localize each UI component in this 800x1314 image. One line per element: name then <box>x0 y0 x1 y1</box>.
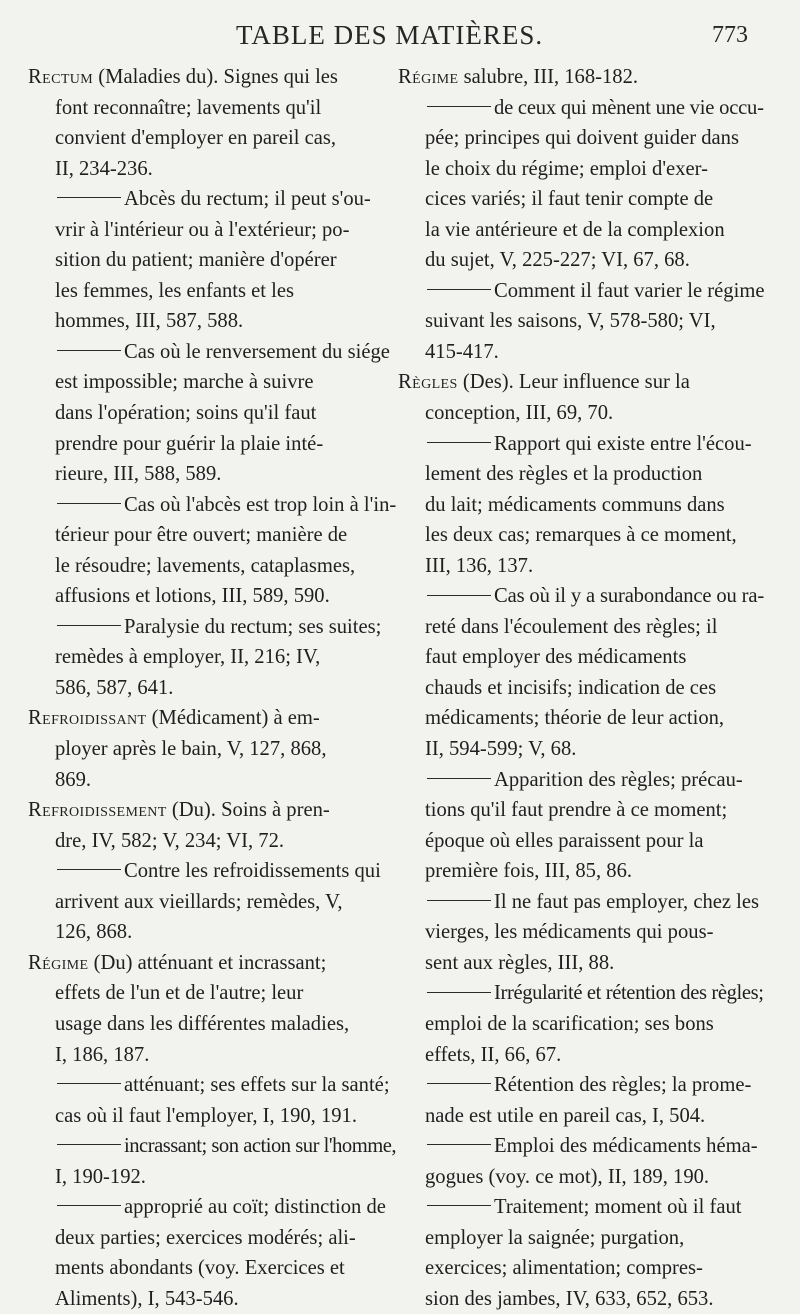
index-column-right <box>398 62 764 1314</box>
running-title: TABLE DES MATIÈRES. <box>236 20 544 50</box>
entry-text: première fois, III, 85, 86. <box>425 860 633 883</box>
entry-text: térieur pour être ouvert; manière de <box>55 524 348 547</box>
subentry-dash <box>427 1205 491 1206</box>
entry-text: ployer après le bain, V, 127, 868, <box>55 738 327 761</box>
index-subentry <box>398 581 764 612</box>
entry-text: prendre pour guérir la plaie inté- <box>55 432 324 455</box>
entry-text: tions qu'il faut prendre à ce moment; <box>425 799 728 822</box>
index-subentry <box>28 612 396 643</box>
entry-text: est impossible; marche à suivre <box>55 371 314 394</box>
index-subentry <box>398 93 764 124</box>
entry-text: (Des). Leur influence sur la <box>457 371 690 394</box>
index-continuation-line <box>398 948 764 979</box>
index-continuation-line <box>398 1009 764 1040</box>
entry-text: cas où il faut l'employer, I, 190, 191. <box>55 1104 357 1127</box>
index-continuation-line <box>28 429 396 460</box>
index-continuation-line <box>398 337 764 368</box>
index-continuation-line <box>398 703 764 734</box>
index-subentry <box>398 978 764 1009</box>
index-entry-heading <box>28 62 396 93</box>
entry-text: 415-417. <box>425 340 499 363</box>
entry-text: de ceux qui mènent une vie occu- <box>494 96 764 119</box>
entry-text: (Du). Soins à pren- <box>166 799 330 822</box>
index-subentry <box>398 276 764 307</box>
entry-text: I, 190-192. <box>55 1165 146 1188</box>
page-header <box>0 18 800 58</box>
entry-text: le choix du régime; emploi d'exer- <box>425 157 708 180</box>
subentry-dash <box>427 992 491 993</box>
entry-text: II, 234-236. <box>55 157 153 180</box>
index-continuation-line <box>398 123 764 154</box>
index-subentry <box>28 1070 396 1101</box>
index-entry-heading <box>398 62 764 93</box>
index-continuation-line <box>28 367 396 398</box>
subentry-dash <box>57 869 121 870</box>
index-subentry <box>28 1192 396 1223</box>
entry-text: effets, II, 66, 67. <box>425 1043 562 1066</box>
entry-term: Règles <box>398 371 458 394</box>
index-continuation-line <box>28 1101 396 1132</box>
entry-text: gogues (voy. ce mot), II, 189, 190. <box>425 1165 710 1188</box>
entry-text: 869. <box>55 768 92 791</box>
index-continuation-line <box>28 1284 396 1314</box>
index-subentry <box>398 1131 764 1162</box>
index-entry-heading <box>28 948 396 979</box>
index-continuation-line <box>398 490 764 521</box>
index-continuation-line <box>28 93 396 124</box>
entry-text: sion des jambes, IV, 633, 652, 653. <box>425 1287 714 1310</box>
index-subentry <box>28 490 396 521</box>
index-continuation-line <box>28 1223 396 1254</box>
subentry-dash <box>427 595 491 596</box>
entry-text: lement des règles et la production <box>425 463 703 486</box>
subentry-dash <box>57 503 121 504</box>
entry-text: chauds et incisifs; indication de ces <box>425 676 717 699</box>
index-subentry <box>28 184 396 215</box>
entry-text: Emploi des médicaments héma- <box>494 1135 758 1158</box>
index-continuation-line <box>28 1009 396 1040</box>
index-continuation-line <box>398 520 764 551</box>
index-continuation-line <box>398 1040 764 1071</box>
entry-term: Rectum <box>28 66 94 88</box>
entry-text: usage dans les différentes maladies, <box>55 1012 350 1035</box>
entry-text: (Maladies du). Signes qui les <box>93 66 338 88</box>
entry-text: reté dans l'écoulement des règles; il <box>425 615 718 638</box>
index-continuation-line <box>398 551 764 582</box>
entry-text: conception, III, 69, 70. <box>425 402 614 425</box>
page-number: 773 <box>712 22 748 48</box>
entry-text: Cas où l'abcès est trop loin à l'in- <box>124 493 397 516</box>
entry-text: Rétention des règles; la prome- <box>494 1074 752 1097</box>
index-continuation-line <box>398 459 764 490</box>
index-continuation-line <box>28 826 396 857</box>
index-continuation-line <box>398 826 764 857</box>
index-continuation-line <box>28 917 396 948</box>
index-continuation-line <box>398 184 764 215</box>
entry-text: approprié au coït; distinction de <box>124 1196 386 1219</box>
index-continuation-line <box>398 612 764 643</box>
subentry-dash <box>427 106 491 107</box>
index-continuation-line <box>28 306 396 337</box>
index-continuation-line <box>28 398 396 429</box>
entry-term: Refroidissement <box>28 799 167 822</box>
subentry-dash <box>427 1083 491 1084</box>
entry-text: 586, 587, 641. <box>55 676 174 699</box>
index-entry-heading <box>28 795 396 826</box>
entry-text: III, 136, 137. <box>425 554 534 577</box>
index-column-left <box>28 62 396 1314</box>
entry-text: pée; principes qui doivent guider dans <box>425 127 739 150</box>
entry-text: I, 186, 187. <box>55 1043 150 1066</box>
subentry-dash <box>57 625 121 626</box>
entry-text: Traitement; moment où il faut <box>494 1196 742 1219</box>
index-continuation-line <box>398 245 764 276</box>
entry-term: Régime <box>28 951 89 974</box>
entry-text: hommes, III, 587, 588. <box>55 310 244 333</box>
entry-text: salubre, III, 168-182. <box>458 66 639 88</box>
entry-text: médicaments; théorie de leur action, <box>425 707 725 730</box>
entry-text: remèdes à employer, II, 216; IV, <box>55 646 321 669</box>
entry-text: Il ne faut pas employer, chez les <box>494 890 760 913</box>
index-continuation-line <box>28 154 396 185</box>
subentry-dash <box>427 900 491 901</box>
index-continuation-line <box>28 887 396 918</box>
index-continuation-line <box>398 642 764 673</box>
entry-text: Irrégularité et rétention des règles; <box>494 982 764 1005</box>
index-continuation-line <box>28 520 396 551</box>
entry-text: sent aux règles, III, 88. <box>425 951 615 974</box>
entry-text: Paralysie du rectum; ses suites; <box>124 615 382 638</box>
entry-text: vierges, les médicaments qui pous- <box>425 921 714 944</box>
entry-text: faut employer des médicaments <box>425 646 687 669</box>
entry-text: affusions et lotions, III, 589, 590. <box>55 585 330 608</box>
entry-text: Comment il faut varier le régime <box>494 279 765 302</box>
index-entry-heading <box>398 367 764 398</box>
index-continuation-line <box>28 215 396 246</box>
entry-text: les femmes, les enfants et les <box>55 279 295 302</box>
index-continuation-line <box>28 765 396 796</box>
entry-text: rieure, III, 588, 589. <box>55 463 222 486</box>
entry-text: du lait; médicaments communs dans <box>425 493 725 516</box>
entry-text: (Du) atténuant et incrassant; <box>88 951 327 974</box>
index-continuation-line <box>28 1162 396 1193</box>
entry-term: Refroidissant <box>28 707 147 730</box>
entry-text: le résoudre; lavements, cataplasmes, <box>55 554 356 577</box>
index-continuation-line <box>398 1253 764 1284</box>
entry-text: exercices; alimentation; compres- <box>425 1257 703 1280</box>
entry-text: vrir à l'intérieur ou à l'extérieur; po- <box>55 218 350 241</box>
subentry-dash <box>57 1144 121 1145</box>
entry-text: la vie antérieure et de la complexion <box>425 218 725 241</box>
entry-text: arrivent aux vieillards; remèdes, V, <box>55 890 343 913</box>
entry-text: ments abondants (voy. Exercices et <box>55 1257 345 1280</box>
entry-text: Cas où il y a surabondance ou ra- <box>494 585 765 608</box>
index-continuation-line <box>28 673 396 704</box>
entry-text: deux parties; exercices modérés; ali- <box>55 1226 356 1249</box>
index-entry-heading <box>28 703 396 734</box>
subentry-dash <box>57 1083 121 1084</box>
entry-text: effets de l'un et de l'autre; leur <box>55 982 304 1005</box>
index-subentry <box>398 429 764 460</box>
entry-text: (Médicament) à em- <box>146 707 320 730</box>
entry-text: Aliments), I, 543-546. <box>55 1287 239 1310</box>
entry-text: Cas où le renversement du siége <box>124 340 390 363</box>
index-continuation-line <box>398 398 764 429</box>
entry-text: dans l'opération; soins qu'il faut <box>55 402 317 425</box>
entry-text: 126, 868. <box>55 921 133 944</box>
index-subentry <box>398 887 764 918</box>
index-continuation-line <box>398 673 764 704</box>
index-continuation-line <box>398 917 764 948</box>
index-continuation-line <box>398 734 764 765</box>
index-continuation-line <box>398 856 764 887</box>
index-continuation-line <box>28 123 396 154</box>
entry-text: emploi de la scarification; ses bons <box>425 1012 714 1035</box>
index-subentry <box>28 856 396 887</box>
index-continuation-line <box>28 734 396 765</box>
subentry-dash <box>427 289 491 290</box>
entry-text: Contre les refroidissements qui <box>124 860 381 883</box>
index-continuation-line <box>28 276 396 307</box>
subentry-dash <box>427 778 491 779</box>
index-continuation-line <box>28 1253 396 1284</box>
entry-text: Rapport qui existe entre l'écou- <box>494 432 752 455</box>
entry-text: incrassant; son action sur l'homme, <box>124 1135 397 1158</box>
index-continuation-line <box>398 215 764 246</box>
subentry-dash <box>57 350 121 351</box>
index-subentry <box>398 765 764 796</box>
index-continuation-line <box>28 551 396 582</box>
entry-text: atténuant; ses effets sur la santé; <box>124 1074 390 1097</box>
index-continuation-line <box>398 306 764 337</box>
index-continuation-line <box>28 642 396 673</box>
entry-text: sition du patient; manière d'opérer <box>55 249 337 272</box>
subentry-dash <box>427 442 491 443</box>
index-subentry <box>28 337 396 368</box>
entry-text: cices variés; il faut tenir compte de <box>425 188 714 211</box>
entry-text: dre, IV, 582; V, 234; VI, 72. <box>55 829 285 852</box>
index-continuation-line <box>398 795 764 826</box>
index-continuation-line <box>398 1101 764 1132</box>
entry-text: les deux cas; remarques à ce moment, <box>425 524 737 547</box>
entry-text: convient d'employer en pareil cas, <box>55 127 337 150</box>
index-continuation-line <box>28 459 396 490</box>
index-continuation-line <box>398 1162 764 1193</box>
index-subentry <box>398 1192 764 1223</box>
entry-text: nade est utile en pareil cas, I, 504. <box>425 1104 706 1127</box>
index-continuation-line <box>28 581 396 612</box>
index-continuation-line <box>398 1284 764 1314</box>
entry-text: II, 594-599; V, 68. <box>425 738 577 761</box>
entry-text: employer la saignée; purgation, <box>425 1226 685 1249</box>
subentry-dash <box>427 1144 491 1145</box>
index-continuation-line <box>28 978 396 1009</box>
index-subentry <box>28 1131 396 1162</box>
index-continuation-line <box>398 154 764 185</box>
entry-text: font reconnaître; lavements qu'il <box>55 96 322 119</box>
entry-text: époque où elles paraissent pour la <box>425 829 704 852</box>
index-continuation-line <box>28 1040 396 1071</box>
entry-text: Apparition des règles; précau- <box>494 768 743 791</box>
entry-text: suivant les saisons, V, 578-580; VI, <box>425 310 716 333</box>
entry-text: Abcès du rectum; il peut s'ou- <box>124 188 371 211</box>
index-subentry <box>398 1070 764 1101</box>
subentry-dash <box>57 1205 121 1206</box>
entry-text: du sujet, V, 225-227; VI, 67, 68. <box>425 249 690 272</box>
subentry-dash <box>57 197 121 198</box>
index-continuation-line <box>28 245 396 276</box>
index-continuation-line <box>398 1223 764 1254</box>
entry-term: Régime <box>398 66 459 88</box>
